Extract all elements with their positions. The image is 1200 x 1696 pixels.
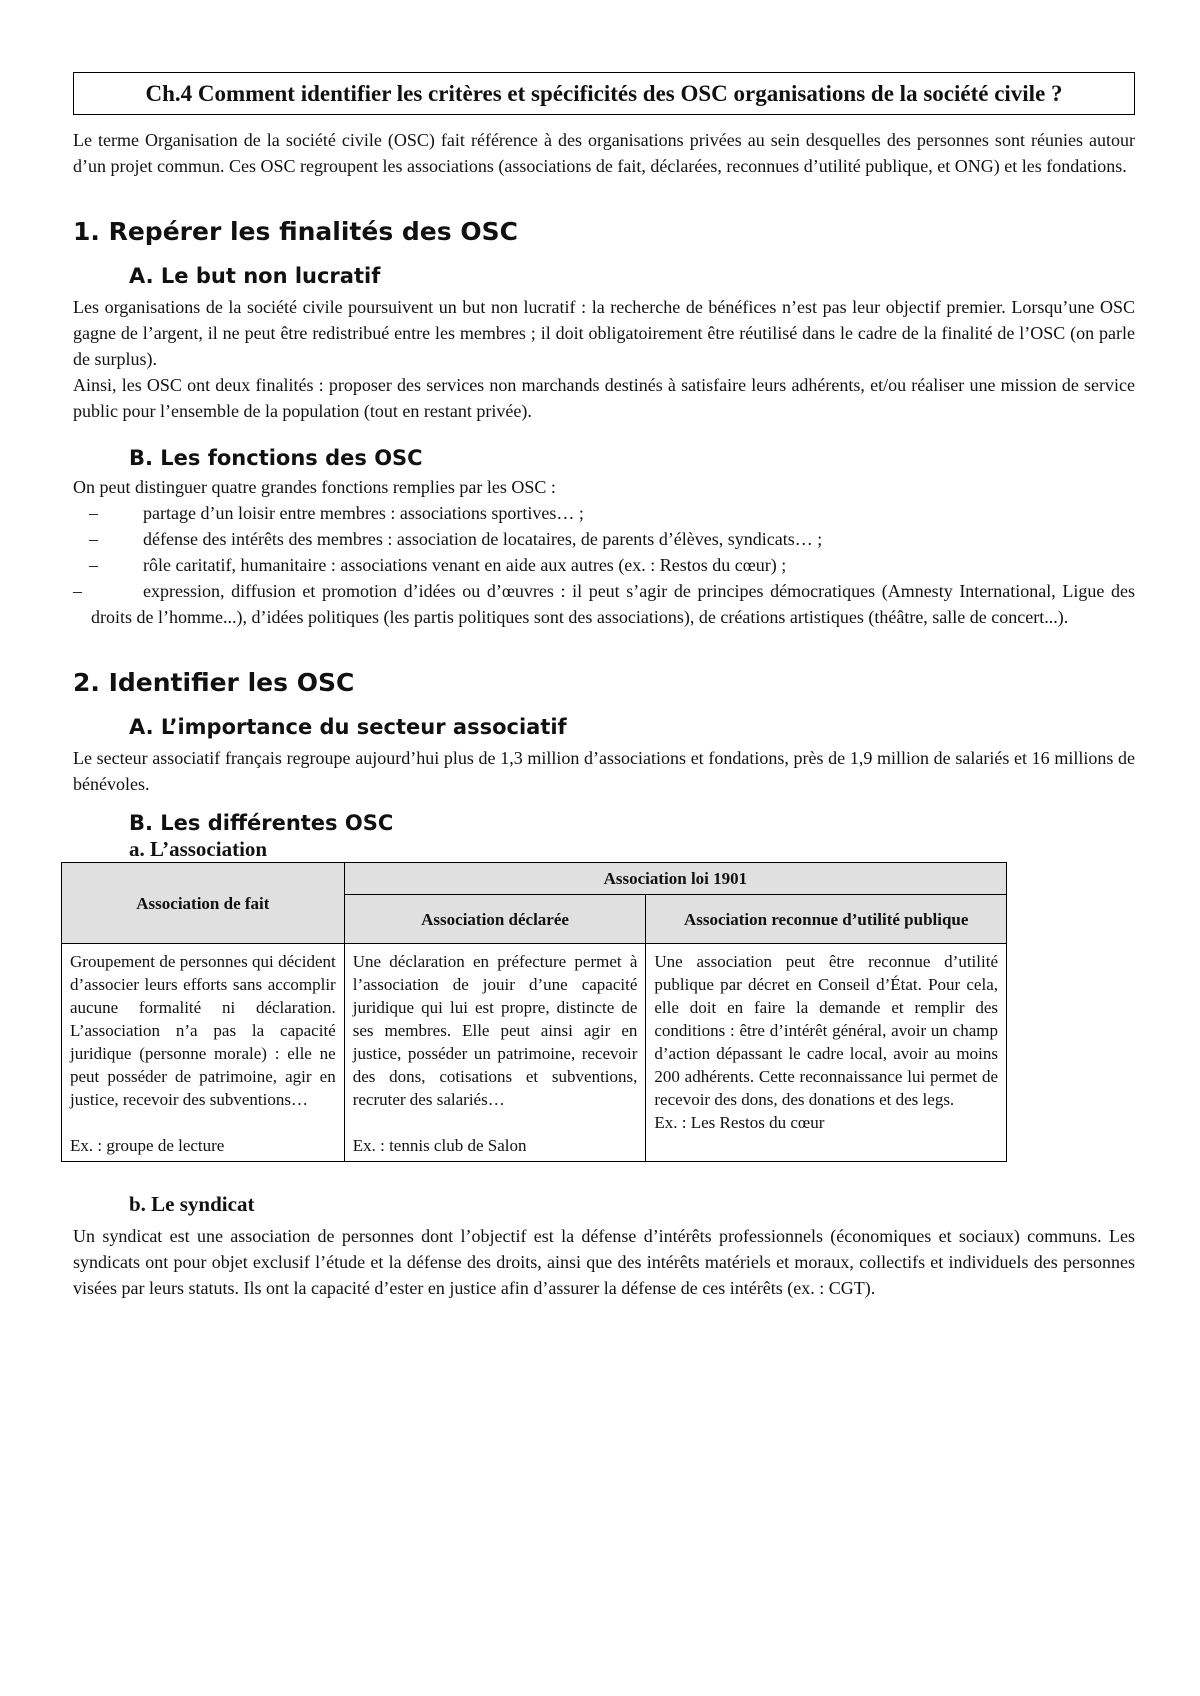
cell-text: Groupement de personnes qui décident d’associer leurs efforts sans accomplir aucune formalité ni déclaration. L’association n’a pas la capacité juridique (personne morale) : elle ne peut posséder de patrimoine, agir en justice, recevoir des subventions… <box>70 952 336 1109</box>
cell-text: Une déclaration en préfecture permet à l’association de jouir d’une capacité juridique qui lui est propre, distincte de ses membres. Elle peut ainsi agir en justice, posséder un patrimoine, recevoir des dons, cotisations et subventions, recruter des salariés… <box>352 952 638 1109</box>
section-1-heading: 1. Repérer les finalités des OSC <box>73 217 518 246</box>
dash-bullet: – <box>73 581 82 601</box>
list-item <box>73 500 1135 526</box>
syndicat-subheading: b. Le syndicat <box>129 1192 255 1216</box>
section-2a-heading: A. L’importance du secteur associatif <box>129 715 567 739</box>
section-2-heading: 2. Identifier les OSC <box>73 668 355 697</box>
syndicat-paragraph: Un syndicat est une association de personnes dont l’objectif est la défense d’intérêts professionnels (économiques et sociaux) communs. Les syndicats ont pour objet exclusif l’étude et la défense des droits, ainsi que des intérêts matériels et moraux, collectifs et individuels des personnes visées par leurs statuts. Ils ont la capacité d’ester en justice afin d’assurer la défense de ces intérêts (ex. : CGT). <box>73 1226 1135 1298</box>
functions-list <box>73 500 1135 630</box>
header-association-loi-1901: Association loi 1901 <box>344 863 1006 895</box>
section-1b-heading: B. Les fonctions des OSC <box>129 446 423 470</box>
list-item-text: défense des intérêts des membres : association de locataires, de parents d’élèves, syndicats… ; <box>143 529 823 549</box>
section-2b-heading: B. Les différentes OSC <box>129 811 394 835</box>
dash-bullet: – <box>89 555 98 575</box>
section-1a-heading: A. Le but non lucratif <box>129 264 381 288</box>
section-1b-lead: On peut distinguer quatre grandes fonctions remplies par les OSC : <box>73 477 556 497</box>
section-2a-paragraph: Le secteur associatif français regroupe aujourd’hui plus de 1,3 million d’associations et fondations, près de 1,9 million de salariés et 16 millions de bénévoles. <box>73 748 1135 794</box>
list-item <box>73 552 1135 578</box>
chapter-title: Ch.4 Comment identifier les critères et spécificités des OSC organisations de la société civile ? <box>73 72 1135 115</box>
cell-association-declaree <box>344 944 646 1162</box>
list-item <box>73 526 1135 552</box>
header-association-declaree: Association déclarée <box>344 895 646 944</box>
dash-bullet: – <box>89 503 98 523</box>
list-item-text: rôle caritatif, humanitaire : associations venant en aide aux autres (ex. : Restos du cœur) ; <box>143 555 787 575</box>
header-association-de-fait: Association de fait <box>62 863 345 944</box>
cell-example: Ex. : tennis club de Salon <box>352 1136 527 1155</box>
section-1a-paragraph-1: Les organisations de la société civile poursuivent un but non lucratif : la recherche de bénéfices n’est pas leur objectif premier. Lorsqu’une OSC gagne de l’argent, il ne peut être redistribué entre les membres ; il doit obligatoirement être réutilisé dans le cadre de la finalité de l’OSC (on parle de surplus). <box>73 297 1135 369</box>
association-table <box>61 862 1007 1162</box>
cell-example: Ex. : groupe de lecture <box>70 1136 225 1155</box>
section-1a-paragraph-2: Ainsi, les OSC ont deux finalités : proposer des services non marchands destinés à satisfaire leurs adhérents, et/ou réaliser une mission de service public pour l’ensemble de la population (tout en restant privée). <box>73 375 1135 421</box>
header-association-utilite-publique: Association reconnue d’utilité publique <box>646 895 1007 944</box>
cell-association-de-fait <box>62 944 345 1162</box>
cell-example: Ex. : Les Restos du cœur <box>654 1113 825 1132</box>
dash-bullet: – <box>89 529 98 549</box>
cell-text: Une association peut être reconnue d’utilité publique par décret en Conseil d’État. Pour cela, elle doit en faire la demande et remplir des conditions : être d’intérêt général, avoir un champ d’action dépassant le cadre local, avoir au moins 200 adhérents. Cette reconnaissance lui permet de recevoir des dons, des donations et des legs. <box>654 952 998 1109</box>
cell-association-utilite-publique <box>646 944 1007 1162</box>
intro-paragraph: Le terme Organisation de la société civile (OSC) fait référence à des organisations privées au sein desquelles des personnes sont réunies autour d’un projet commun. Ces OSC regroupent les associations (associations de fait, déclarées, reconnues d’utilité publique, et ONG) et les fondations. <box>73 130 1135 176</box>
document-page <box>70 72 1135 1301</box>
list-item-text: expression, diffusion et promotion d’idées ou d’œuvres : il peut s’agir de principes démocratiques (Amnesty International, Ligue des droits de l’homme...), d’idées politiques (les partis politiques sont des associations), de créations artistiques (théâtre, salle de concert...). <box>91 581 1135 627</box>
association-subheading: a. L’association <box>129 837 268 861</box>
list-item <box>73 578 1135 630</box>
list-item-text: partage d’un loisir entre membres : associations sportives… ; <box>143 503 584 523</box>
